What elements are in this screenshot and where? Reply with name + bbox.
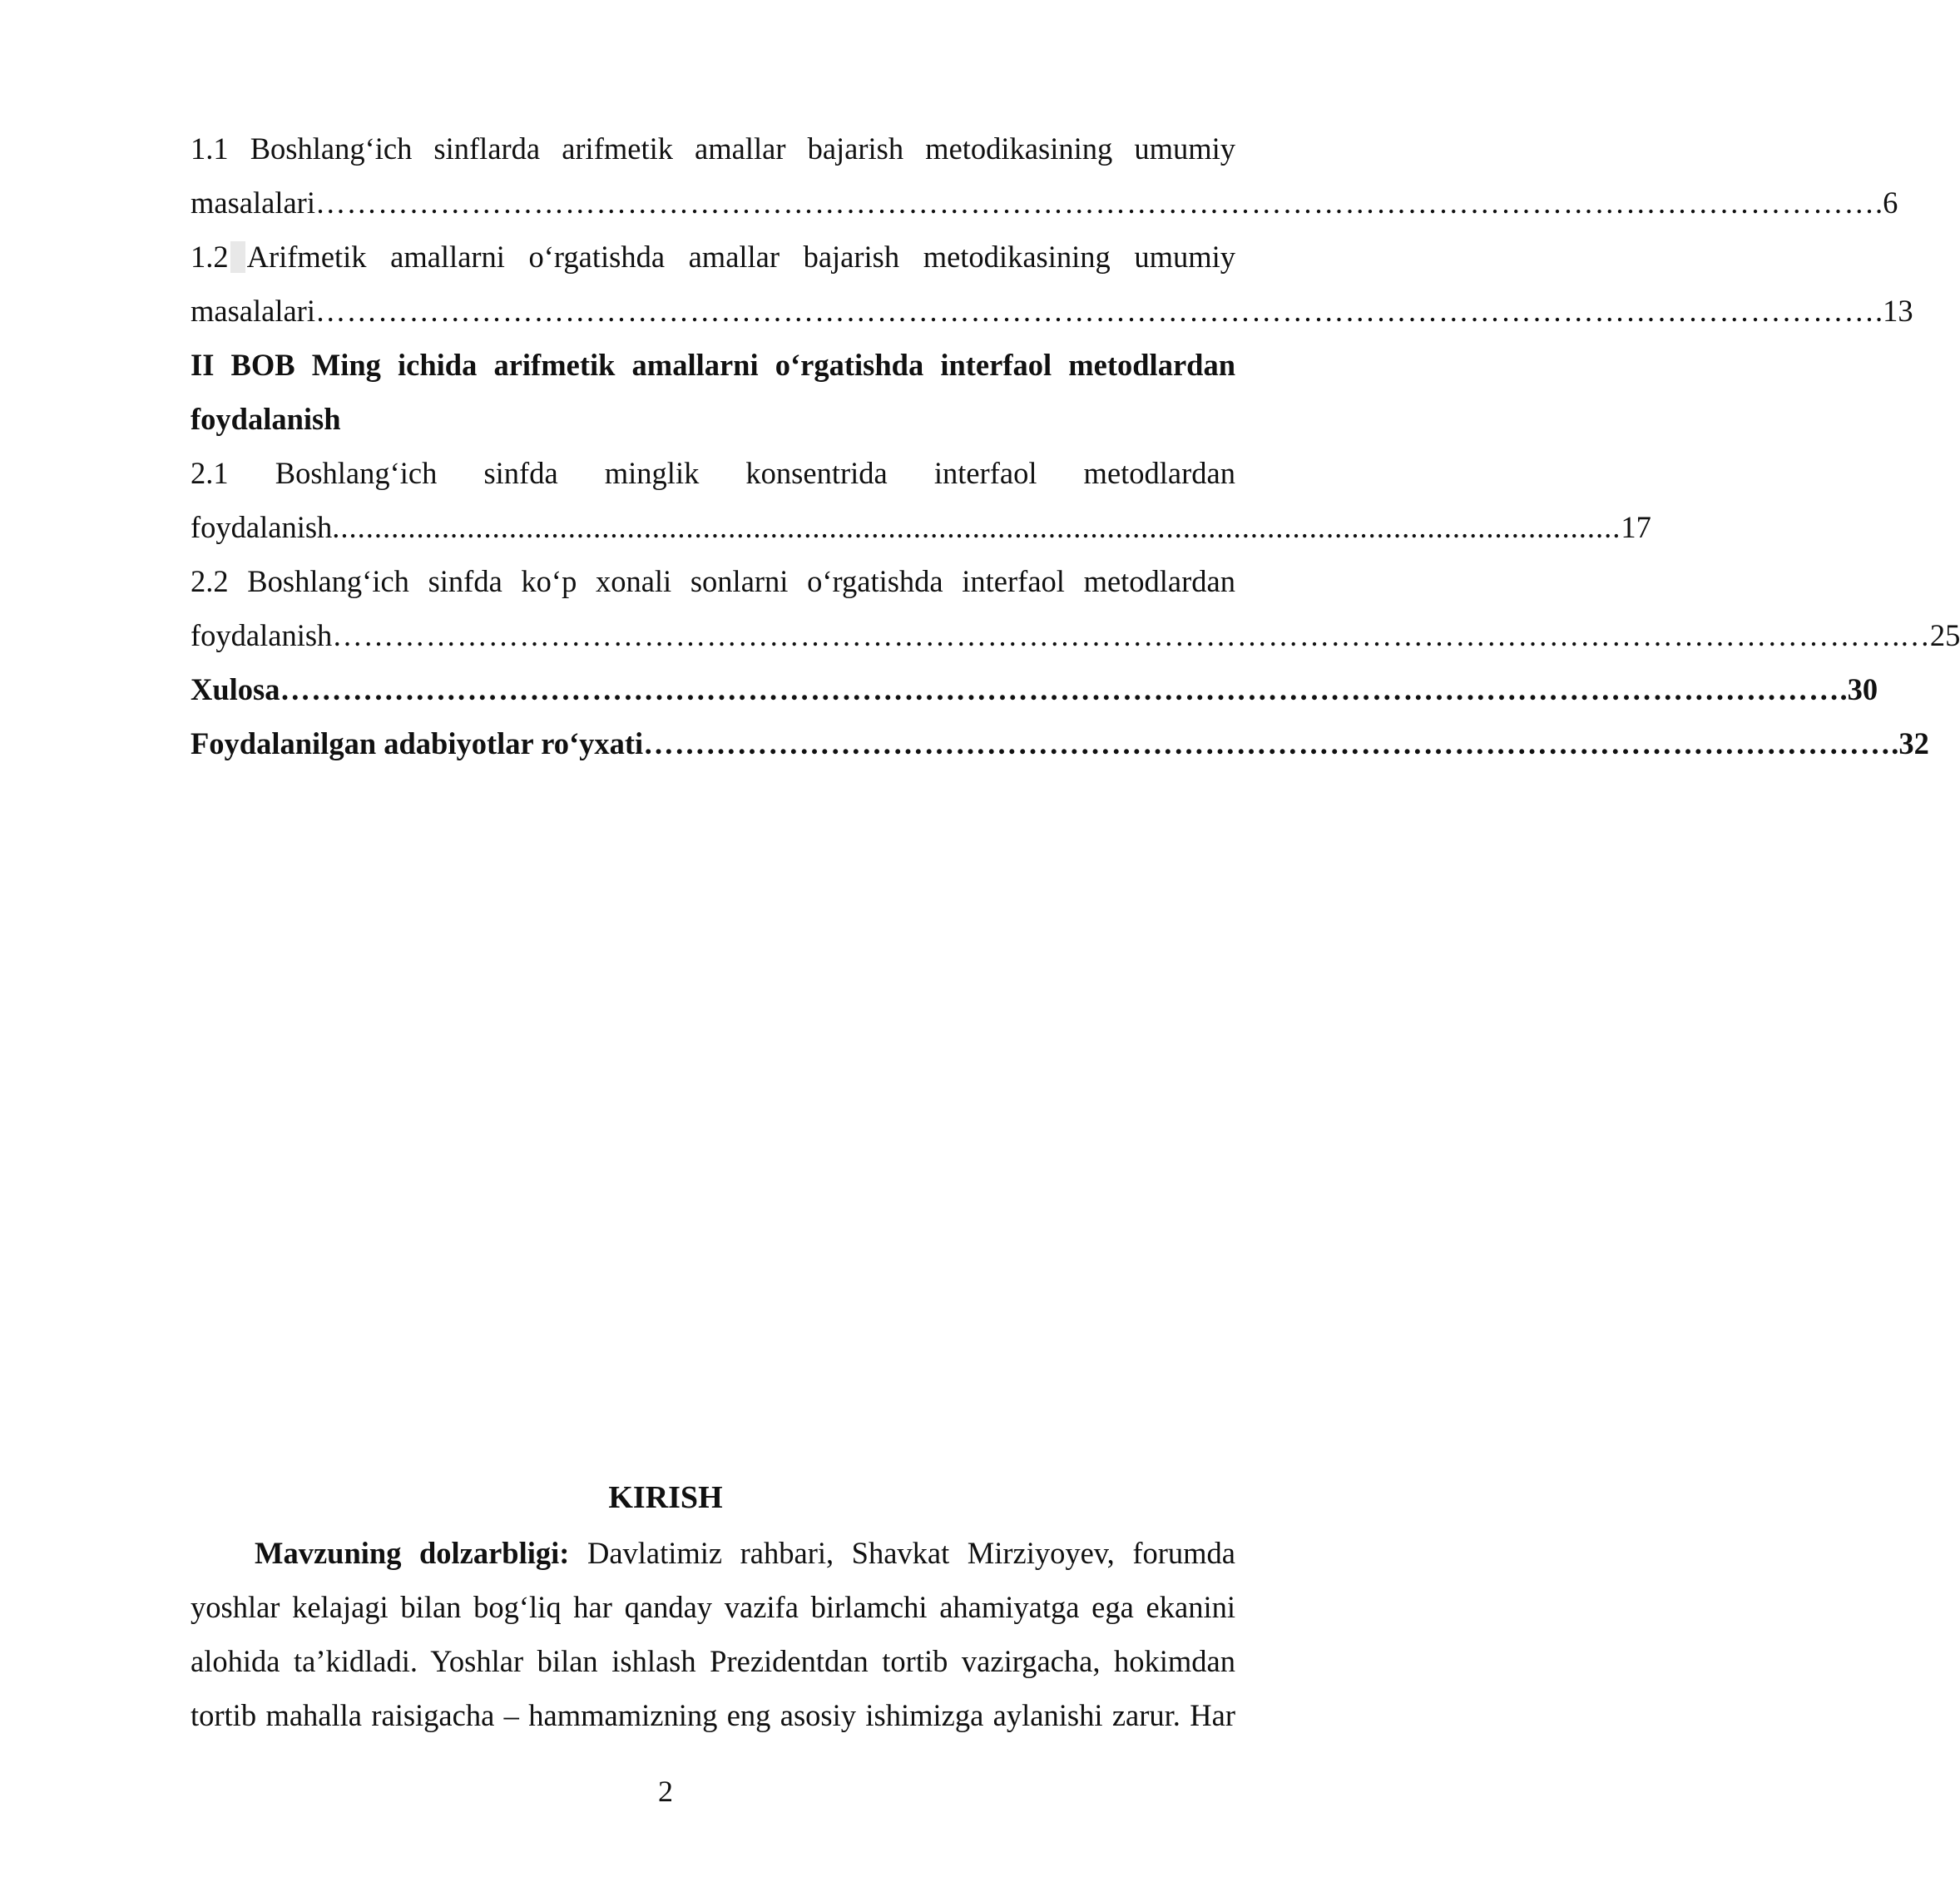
toc-conclusion: [191, 662, 1878, 716]
paragraph-line: tortib mahalla raisigacha – hammamizning eng asosiy ishimizga aylanishi zarur. Har: [191, 1698, 1235, 1732]
table-of-contents: [191, 121, 1960, 770]
toc-item-2-2-tail: foydalanish: [191, 618, 333, 652]
toc-leader-dots: ……………………………………………………………………………………………………………………………………: [314, 294, 1875, 328]
toc-leader-dots: ……………………………………………………………………………………………………………………………………: [280, 672, 1840, 706]
toc-item-1-2: [191, 230, 1235, 284]
toc-chapter-2: II BOB Ming ichida arifmetik amallarni o‘rgatishda interfaol metodlardan: [191, 348, 1235, 382]
toc-item-1-1-continuation: [191, 176, 1898, 230]
toc-item-1-1-tail: masalalari: [191, 186, 315, 220]
toc-leader-dots: ……………………………………………………………………………………………………………………………………: [314, 186, 1875, 220]
toc-page-number: 17: [1621, 510, 1651, 544]
paragraph-line: yoshlar kelajagi bilan bog‘liq har qanday vazifa birlamchi ahamiyatga ega ekanini: [191, 1590, 1235, 1624]
toc-item-2-2: 2.2 Boshlang‘ich sinfda ko‘p xonali sonlarni o‘rgatishda interfaol metodlardan: [191, 564, 1235, 598]
toc-item-1-2-continuation: [191, 284, 1913, 338]
toc-leader-dots: …………………………………………………………………………………………………………: [643, 726, 1892, 760]
toc-item-2-1-tail: foydalanish: [191, 510, 333, 544]
paragraph-line: [191, 1526, 1235, 1580]
section-title: KIRISH: [608, 1480, 723, 1515]
paragraph-text: Davlatimiz rahbari, Shavkat Mirziyoyev, forumda: [569, 1536, 1235, 1570]
toc-leader-dots: ……………………………………………………………………………………………………………………………………: [332, 618, 1893, 652]
toc-item-2-1-continuation: [191, 500, 1651, 554]
intro-paragraph: [191, 1526, 1235, 1742]
toc-item-2-1: 2.1 Boshlang‘ich sinfda minglik konsentrida interfaol metodlardan: [191, 456, 1235, 490]
toc-references-label: Foydalanilgan adabiyotlar ro‘yxati: [191, 726, 644, 760]
toc-leader-dots: .........................................................................................................................................................: [332, 510, 1621, 544]
toc-references: [191, 716, 1929, 770]
paragraph-line: alohida ta’kidladi. Yoshlar bilan ishlash Prezidentdan tortib vazirgacha, hokimdan: [191, 1644, 1235, 1678]
paragraph-lead: Mavzuning dolzarbligi:: [255, 1536, 570, 1570]
page-number: 2: [658, 1775, 673, 1808]
toc-item-1-1: 1.1 Boshlang‘ich sinflarda arifmetik amallar bajarish metodikasining umumiy: [191, 131, 1235, 166]
selection-highlight: [230, 241, 245, 273]
toc-item-1-2-number: 1.2: [191, 240, 229, 274]
toc-chapter-2-continuation: foydalanish: [191, 402, 341, 436]
toc-page-number: .…25: [1892, 618, 1960, 652]
toc-page-number: .6: [1874, 186, 1898, 220]
toc-page-number: .13: [1874, 294, 1913, 328]
toc-conclusion-label: Xulosa: [191, 672, 280, 706]
toc-item-1-2-text: Arifmetik amallarni o‘rgatishda amallar bajarish metodikasining umumiy: [246, 240, 1235, 274]
toc-page-number: .30: [1839, 672, 1878, 706]
toc-item-1-2-tail: masalalari: [191, 294, 315, 328]
toc-item-2-2-continuation: [191, 608, 1960, 662]
toc-page-number: .32: [1891, 726, 1929, 760]
